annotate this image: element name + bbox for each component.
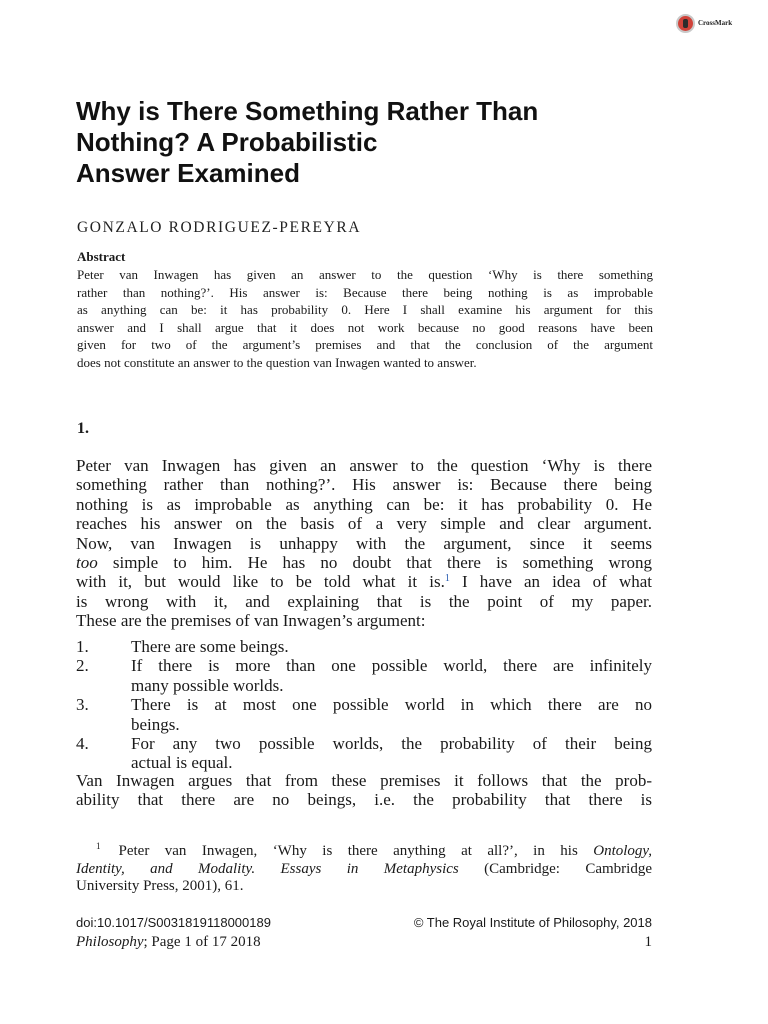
body-line: reaches his answer on the basis of a very simple and clear argument. xyxy=(76,514,652,534)
body-line: Now, van Inwagen is unhappy with the argument, since it seems xyxy=(76,533,652,553)
premise-number: 4. xyxy=(76,733,89,753)
crossmark-badge[interactable] xyxy=(676,12,732,34)
section-heading: 1. xyxy=(77,420,89,437)
body-line: These are the premises of van Inwagen’s argument: xyxy=(76,611,426,631)
premise-text: beings. xyxy=(131,714,180,734)
body-line xyxy=(76,572,652,591)
journal-issue: ; Page 1 of 17 2018 xyxy=(143,934,261,950)
abstract-line: answer and I shall argue that it does not work because no good reasons have been xyxy=(77,319,653,335)
premise-text: many possible worlds. xyxy=(131,675,284,695)
book-title-text: Ontology, xyxy=(593,843,652,859)
abstract-line: rather than nothing?’. His answer is: Because there being nothing is as improbable xyxy=(77,284,653,300)
premises-list xyxy=(76,637,652,773)
title-line: Why is There Something Rather Than xyxy=(76,96,539,126)
body-line: is wrong with it, and explaining that is the point of my paper. xyxy=(76,591,652,611)
premise-item xyxy=(76,734,652,773)
copyright-notice: © The Royal Institute of Philosophy, 2018 xyxy=(413,915,652,930)
footnote-line: University Press, 2001), 61. xyxy=(76,878,244,894)
premise-text: actual is equal. xyxy=(131,753,233,773)
footnote-mark: 1 xyxy=(96,841,101,851)
footnote-text: (Cambridge: Cambridge xyxy=(458,860,652,877)
footnote-line xyxy=(76,861,652,879)
premise-item xyxy=(76,656,652,695)
premise-number: 1. xyxy=(76,637,89,656)
footnote-text: Peter van Inwagen, ‘Why is there anything at all?’, in his xyxy=(118,843,594,859)
body-line: Van Inwagen argues that from these premises it follows that the prob- xyxy=(76,771,652,790)
abstract-line: given for two of the argument’s premises and that the conclusion of the argument xyxy=(77,337,653,353)
conclusion-paragraph xyxy=(76,771,652,810)
body-line xyxy=(76,553,652,572)
doi-link[interactable]: doi:10.1017/S0031819118000189 xyxy=(76,915,271,930)
abstract-text xyxy=(77,266,653,372)
premise-item xyxy=(76,637,652,656)
body-text: with it, but would like to be told what it is. xyxy=(76,572,445,592)
crossmark-icon xyxy=(676,14,695,33)
premise-text: There are some beings. xyxy=(131,637,289,656)
crossmark-label: CrossMark xyxy=(698,19,733,27)
body-line: nothing is as improbable as anything can be: it has probability 0. He xyxy=(76,494,652,514)
body-line: something rather than nothing?’. His answer is: Because there being xyxy=(76,475,652,495)
book-title-text: Identity, and Modality. Essays in Metaphysics xyxy=(76,860,459,877)
abstract-line: Peter van Inwagen has given an answer to the question ‘Why is there something xyxy=(77,267,653,282)
body-paragraph xyxy=(76,456,652,631)
journal-citation xyxy=(76,934,261,951)
premise-text: If there is more than one possible world, there are infinitely xyxy=(131,656,652,676)
journal-name: Philosophy xyxy=(76,934,144,950)
emphasis-text: too xyxy=(76,552,98,572)
premise-text: For any two possible worlds, the probability of their being xyxy=(131,733,652,753)
body-text: I have an idea of what xyxy=(449,572,652,592)
body-line: ability that there are no beings, i.e. the probability that there is xyxy=(76,790,652,810)
title-line: Answer Examined xyxy=(76,158,300,188)
title-line: Nothing? A Probabilistic xyxy=(76,127,378,157)
article-title xyxy=(76,96,696,189)
premise-number: 2. xyxy=(76,656,89,676)
footnote-line xyxy=(76,843,652,861)
premise-number: 3. xyxy=(76,695,89,715)
author-name: GONZALO RODRIGUEZ-PEREYRA xyxy=(77,219,362,236)
body-text: simple to him. He has no doubt that there is something wrong xyxy=(97,552,652,572)
premise-item xyxy=(76,695,652,734)
page-number: 1 xyxy=(644,934,652,950)
footnote-reference-link[interactable]: 1 xyxy=(444,573,450,585)
abstract-line: does not constitute an answer to the question van Inwagen wanted to answer. xyxy=(77,354,477,370)
abstract-heading: Abstract xyxy=(77,249,126,264)
body-line: Peter van Inwagen has given an answer to the question ‘Why is there xyxy=(76,456,652,475)
abstract-line: as anything can be: it has probability 0. Here I shall examine his argument for this xyxy=(77,302,653,318)
premise-text: There is at most one possible world in which there are no xyxy=(131,695,652,715)
footnote xyxy=(76,843,652,896)
